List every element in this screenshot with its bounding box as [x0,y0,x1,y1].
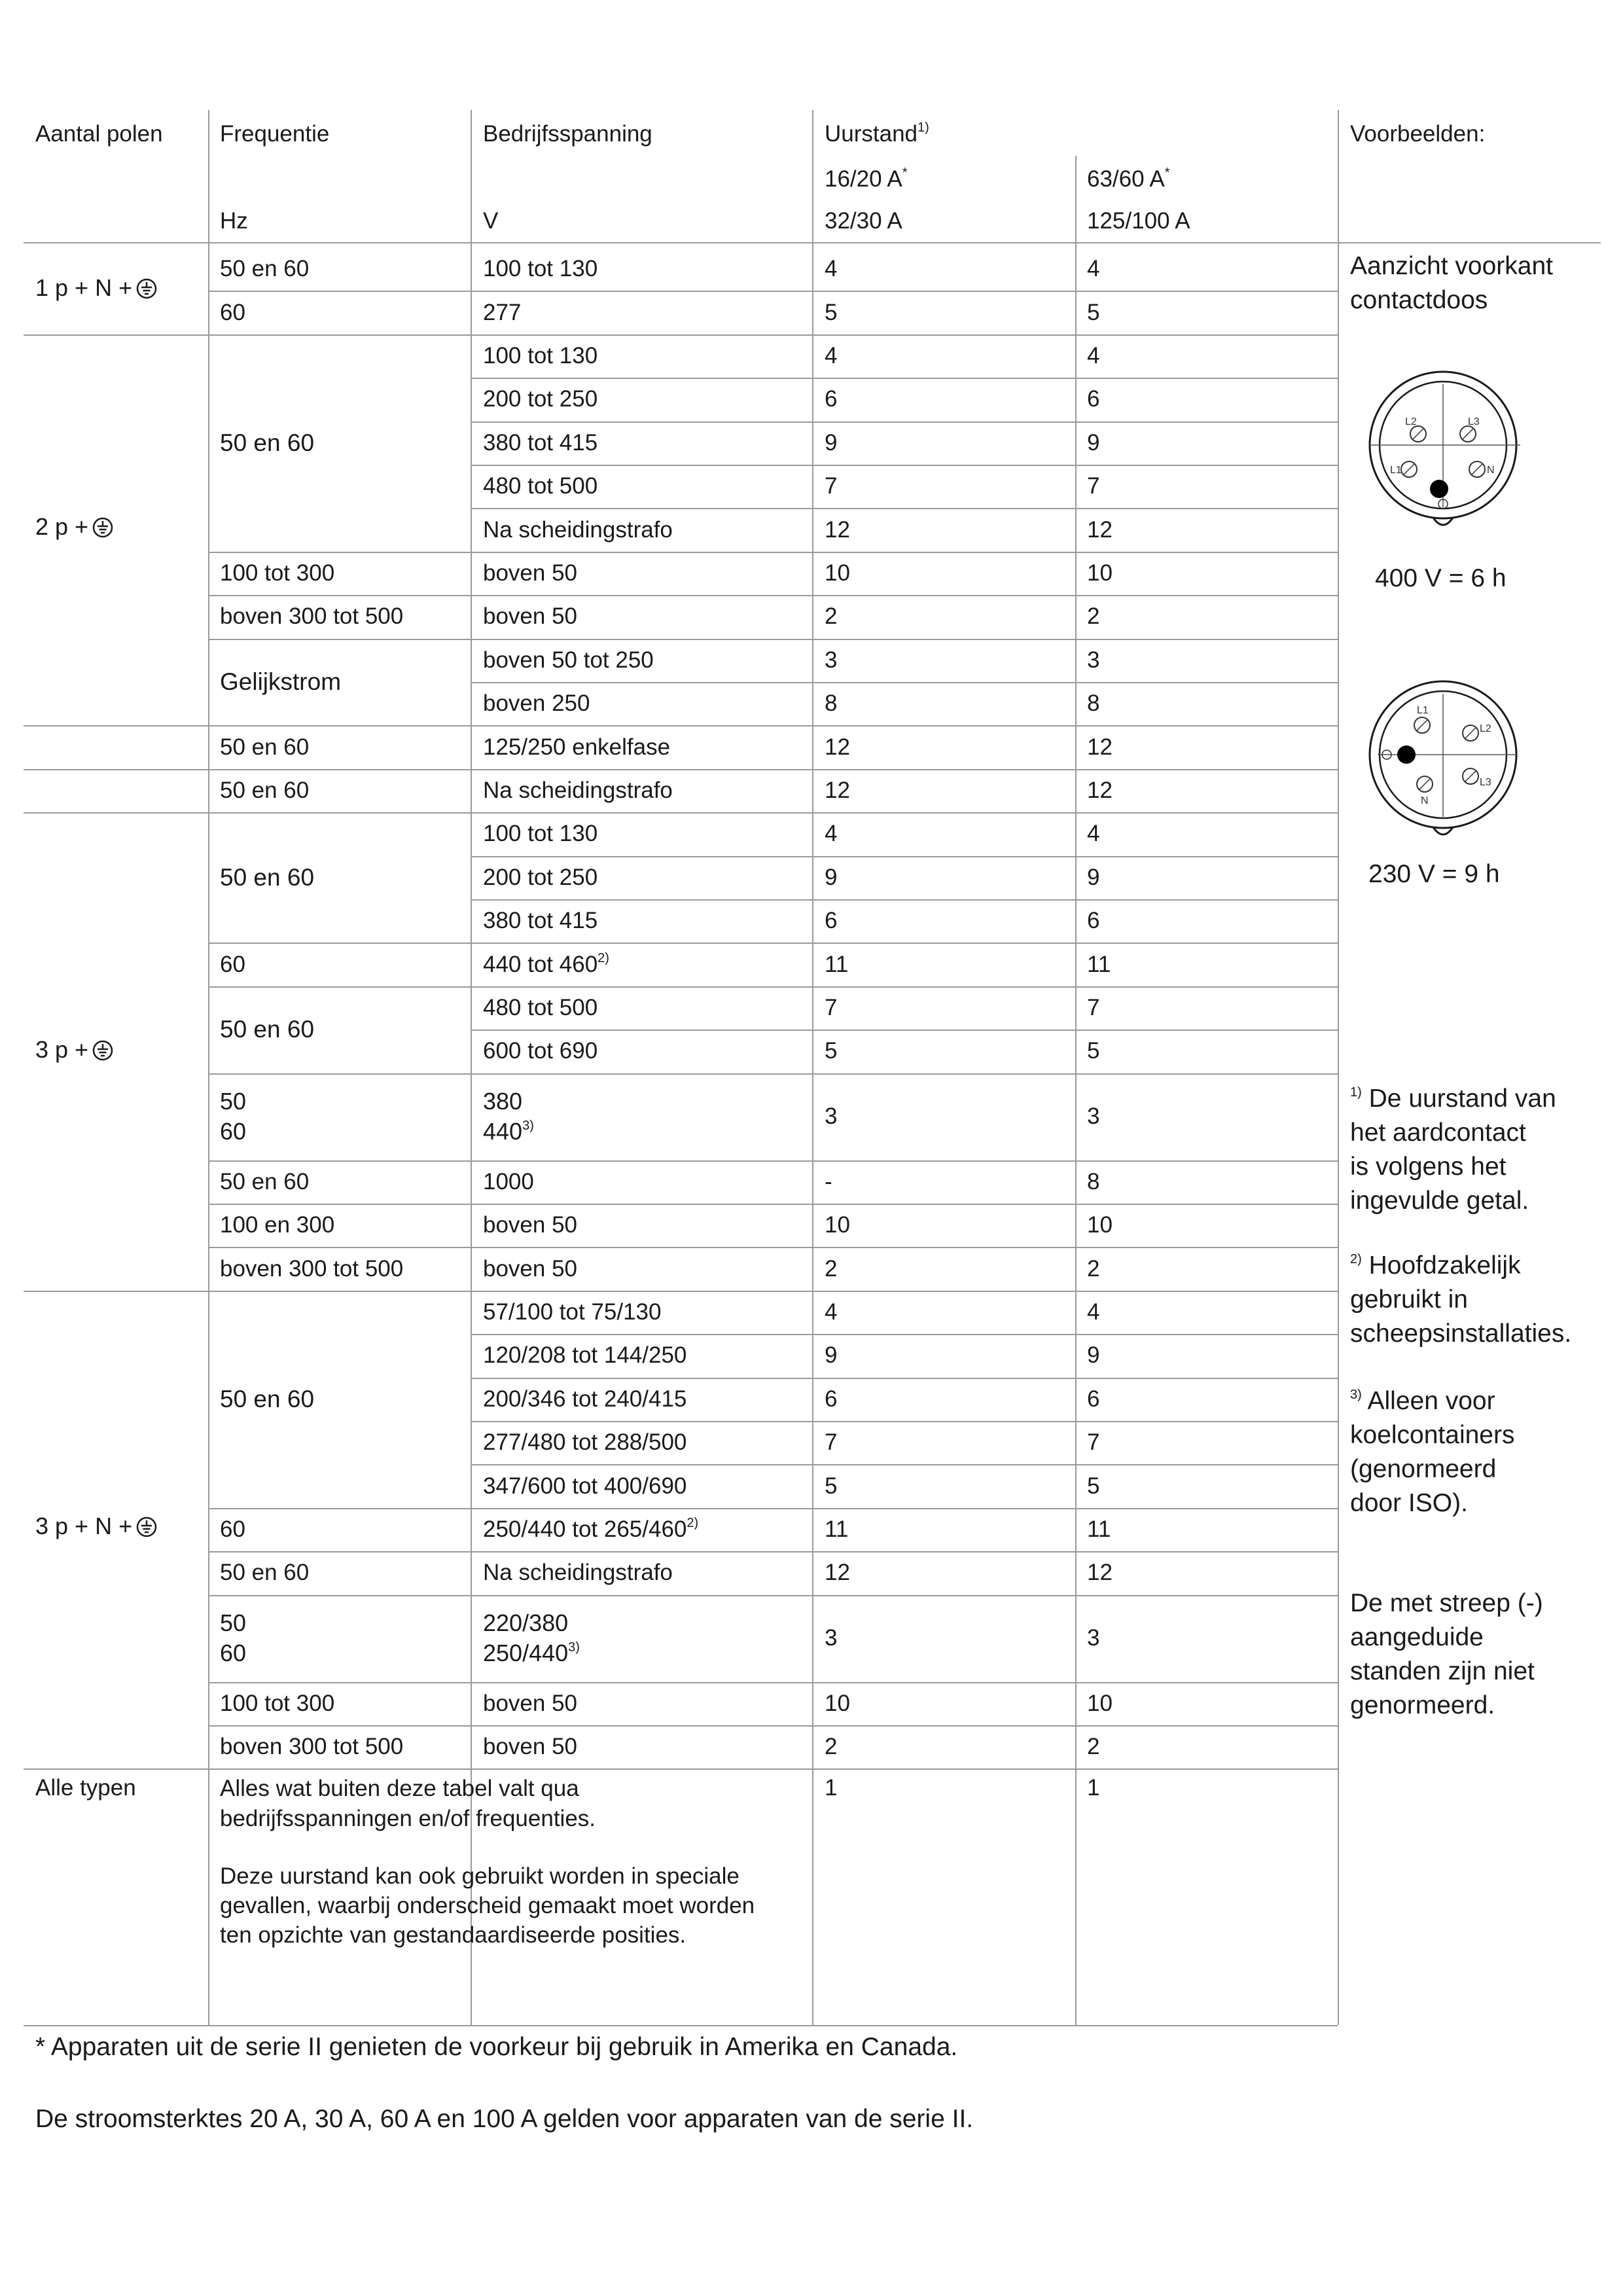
footer-line-2: De stroomsterktes 20 A, 30 A, 60 A en 100 A gelden voor apparaten van de serie II. [35,2105,974,2133]
uurstand-a-cell: 6 [825,1386,838,1412]
uurstand-a-cell: - [825,1168,832,1194]
freq-cell: 50 en 60 [220,1168,310,1194]
uurstand-a-cell: 6 [825,386,838,412]
volt-cell [483,1086,534,1147]
volt-text: 380 440 [483,1087,523,1145]
table-rule [471,465,1338,466]
table-rule [471,682,1338,683]
volt-cell: 1000 [483,1168,534,1194]
header-col-a-top-text: 16/20 A [825,166,902,192]
table-rule [208,1725,1338,1727]
note-3-sup: 3) [1350,1388,1362,1402]
uurstand-b-cell: 10 [1087,1690,1113,1716]
table-rule [1075,242,1077,2025]
uurstand-a-cell: 6 [825,908,838,934]
uurstand-b-cell: 5 [1087,299,1100,325]
socket-diagram-3pin [1351,679,1535,843]
uurstand-a-cell: 10 [825,560,850,586]
table-rule [1075,156,1077,242]
table-rule [812,110,813,2025]
uurstand-b-cell: 4 [1087,821,1100,847]
uurstand-a-cell: 8 [825,691,838,717]
freq-cell: boven 300 tot 500 [220,603,404,630]
table-rule [208,1247,1338,1248]
uurstand-b-cell: 3 [1087,1625,1100,1651]
uurstand-b-cell: 7 [1087,1429,1100,1456]
table-rule [471,508,1338,509]
volt-cell: boven 50 [483,1734,578,1760]
freq-cell-merged: 50 en 60 [220,429,315,456]
diagram1-caption: 400 V = 6 h [1375,564,1507,592]
uurstand-b-cell: 12 [1087,734,1113,760]
note-1-sup: 1) [1350,1085,1362,1100]
uurstand-a-cell: 9 [825,1342,838,1369]
table-rule [208,942,1338,944]
note-4: De met streep (-) aangeduide standen zijn niet genormeerd. [1350,1589,1543,1719]
table-rule [24,2025,1338,2026]
uurstand-b-cell: 3 [1087,1103,1100,1130]
uurstand-b-cell: 12 [1087,516,1113,543]
note-1-text: De uurstand van het aardcontact is volgens het ingevulde getal. [1350,1085,1556,1215]
alle-typen-text-1: Alles wat buiten deze tabel valt qua bedrijfsspanningen en/of frequenties. [220,1776,596,1831]
uurstand-b-cell: 6 [1087,386,1100,412]
earth-icon [136,1516,157,1537]
table-rule [24,812,1338,814]
pin-label-n: N [1487,465,1495,476]
uurstand-b-cell: 2 [1087,1734,1100,1760]
uurstand-b-cell: 9 [1087,429,1100,456]
group-label-3p [35,1035,113,1064]
volt-cell: 100 tot 130 [483,256,598,282]
header-col-a-top-sup: * [902,166,908,181]
freq-cell: 60 [220,299,245,325]
note-1 [1350,1082,1556,1218]
header-col-b-bottom: 125/100 A [1087,208,1190,234]
uurstand-b-cell: 10 [1087,1212,1113,1238]
volt-footnote-sup: 3) [522,1118,534,1133]
volt-footnote-sup: 3) [568,1640,580,1655]
table-rule [24,769,1338,770]
volt-cell: Na scheidingstrafo [483,778,673,803]
note-2-text: Hoofdzakelijk gebruikt in scheepsinstallaties. [1350,1251,1572,1348]
freq-cell: 50 en 60 [220,256,310,282]
header-uurstand-text: Uurstand [825,121,918,147]
table-rule [471,110,472,2025]
table-rule [208,639,1338,640]
table-rule [208,1595,1338,1596]
table-rule [471,856,1338,857]
header-unit-hz: Hz [220,208,248,234]
freq-cell: 60 [220,951,245,977]
freq-cell-merged: Gelijkstrom [220,668,342,695]
table-rule [208,552,1338,553]
freq-cell: boven 300 tot 500 [220,1255,404,1282]
socket-diagram-5pin [1351,370,1535,533]
volt-cell: boven 50 tot 250 [483,647,654,673]
uurstand-a-cell: 10 [825,1690,850,1716]
pin-label-l1: L1 [1417,705,1429,716]
uurstand-b-cell: 10 [1087,560,1113,586]
uurstand-b-cell: 4 [1087,256,1100,282]
uurstand-a-cell: 3 [825,1625,838,1651]
volt-cell: 380 tot 415 [483,908,598,934]
table-rule [1338,110,1339,2025]
group-label-3p-text: 3 p + [35,1036,89,1063]
volt-text: 220/380 250/440 [483,1609,569,1666]
uurstand-a-cell: 9 [825,864,838,890]
table-rule [471,1378,1338,1379]
freq-cell: 50 en 60 [220,734,310,760]
volt-cell: 200 tot 250 [483,864,598,890]
uurstand-b-cell: 9 [1087,864,1100,890]
group-label-alle-typen: Alle typen [35,1775,136,1801]
header-frequentie: Frequentie [220,121,330,147]
uurstand-a-cell: 11 [825,951,849,977]
volt-cell [483,1608,580,1668]
volt-text: 250/440 tot 265/460 [483,1516,687,1542]
uurstand-a-cell: 7 [825,1429,838,1456]
uurstand-a-cell: 5 [825,299,838,325]
uurstand-a-cell: 12 [825,734,850,760]
freq-cell-merged: 50 en 60 [220,1016,315,1043]
table-rule [208,1160,1338,1162]
pin-label-l2: L2 [1405,416,1417,427]
volt-cell: 380 tot 415 [483,429,598,456]
header-col-a-top [825,165,908,194]
note-2-sup: 2) [1350,1252,1362,1266]
freq-cell: 50 en 60 [220,1560,310,1586]
table-rule [24,1768,1338,1770]
table-rule [471,422,1338,423]
freq-cell: 100 tot 300 [220,1690,335,1716]
header-uurstand [825,120,929,149]
uurstand-b-cell: 12 [1087,778,1113,803]
header-voorbeelden: Voorbeelden: [1350,121,1486,147]
group-label-1p-n [35,274,157,302]
uurstand-b-cell: 4 [1087,1299,1100,1325]
table-rule [208,986,1338,988]
volt-cell: Na scheidingstrafo [483,1560,673,1586]
volt-cell: boven 250 [483,691,590,717]
table-rule [471,1030,1338,1031]
table-rule [208,1073,1338,1075]
note-3 [1350,1384,1514,1520]
volt-cell: 277 [483,299,522,325]
volt-cell [483,950,609,979]
uurstand-b-cell: 3 [1087,647,1100,673]
uurstand-b-cell: 5 [1087,1038,1100,1064]
freq-cell-merged: 50 en 60 [220,1385,315,1412]
volt-cell: 200/346 tot 240/415 [483,1386,687,1412]
uurstand-a-cell: 9 [825,429,838,456]
table-rule [208,110,209,2025]
group-label-3p-n [35,1512,157,1541]
uurstand-a-cell: 5 [825,1473,838,1499]
note-2 [1350,1249,1571,1351]
volt-cell: 57/100 tot 75/130 [483,1299,662,1325]
table-rule [471,1421,1338,1422]
alle-typen-text-2: Deze uurstand kan ook gebruikt worden in speciale gevallen, waarbij onderscheid gemaakt moet worden ten opzichte van gestandaardiseerde posities. [220,1863,755,1948]
volt-cell: 480 tot 500 [483,473,598,499]
table-rule [208,1551,1338,1552]
uurstand-a-cell: 2 [825,1255,838,1282]
volt-cell [483,1515,698,1544]
volt-cell: 480 tot 500 [483,995,598,1020]
uurstand-b-cell: 9 [1087,1342,1100,1369]
alle-typen-uurstand-a: 1 [825,1775,838,1801]
uurstand-b-cell: 7 [1087,473,1100,499]
volt-cell: Na scheidingstrafo [483,516,673,543]
uurstand-a-cell: 12 [825,516,850,543]
uurstand-a-cell: 7 [825,473,838,499]
earth-icon [92,1040,113,1061]
table-rule [208,595,1338,596]
uurstand-b-cell: 8 [1087,691,1100,717]
header-col-b-top-sup: * [1164,166,1170,181]
table-rule [208,1204,1338,1205]
uurstand-b-cell: 4 [1087,343,1100,368]
uurstand-a-cell: 4 [825,256,838,282]
freq-cell: boven 300 tot 500 [220,1734,404,1760]
uurstand-b-cell: 6 [1087,908,1100,934]
pin-label-l3: L3 [1468,416,1480,427]
volt-cell: 600 tot 690 [483,1038,598,1064]
uurstand-b-cell: 11 [1087,951,1111,977]
pin-label-l2: L2 [1480,723,1491,734]
table-rule [208,1508,1338,1509]
freq-cell: 50 60 [220,1609,247,1666]
uurstand-a-cell: 4 [825,343,838,368]
uurstand-a-cell: 7 [825,995,838,1020]
uurstand-a-cell: 12 [825,1560,850,1586]
group-label-3p-n-text: 3 p + N + [35,1513,133,1539]
uurstand-b-cell: 11 [1087,1516,1111,1542]
volt-cell: 100 tot 130 [483,343,598,368]
group-label-1p-n-text: 1 p + N + [35,274,133,301]
volt-cell: 200 tot 250 [483,386,598,412]
note-3-text: Alleen voor koelcontainers (genormeerd door ISO). [1350,1387,1515,1517]
volt-text: 440 tot 460 [483,951,598,977]
uurstand-b-cell: 8 [1087,1168,1100,1194]
table-rule [471,1334,1338,1335]
uurstand-b-cell: 2 [1087,1255,1100,1282]
freq-cell: 50 60 [220,1087,247,1145]
table-rule [208,1682,1338,1683]
uurstand-a-cell: 4 [825,1299,838,1325]
group-label-2p [35,512,113,541]
table-rule [471,378,1338,379]
volt-cell: boven 50 [483,603,578,630]
volt-footnote-sup: 2) [687,1516,699,1531]
uurstand-a-cell: 4 [825,821,838,847]
table-rule [471,1464,1338,1465]
volt-cell: 277/480 tot 288/500 [483,1429,687,1456]
uurstand-b-cell: 7 [1087,995,1100,1020]
header-aantal-polen: Aantal polen [35,121,163,147]
uurstand-a-cell: 12 [825,778,850,803]
freq-cell: 100 en 300 [220,1212,335,1238]
header-col-b-top-text: 63/60 A [1087,166,1165,192]
aanzicht-label: Aanzicht voorkant contactdoos [1350,252,1554,314]
volt-footnote-sup: 2) [597,950,609,965]
earth-icon [136,278,157,299]
alle-typen-uurstand-b: 1 [1087,1775,1100,1801]
freq-cell: 100 tot 300 [220,560,335,586]
header-col-a-bottom: 32/30 A [825,208,902,234]
uurstand-a-cell: 2 [825,603,838,630]
diagram2-caption: 230 V = 9 h [1368,860,1500,888]
uurstand-b-cell: 2 [1087,603,1100,630]
table-rule [24,1291,1338,1292]
uurstand-b-cell: 12 [1087,1560,1113,1586]
table-rule [24,334,1338,336]
uurstand-b-cell: 6 [1087,1386,1100,1412]
volt-cell: boven 50 [483,560,578,586]
table-rule [208,291,1338,292]
uurstand-b-cell: 5 [1087,1473,1100,1499]
uurstand-a-cell: 3 [825,647,838,673]
table-rule [24,725,1338,726]
freq-cell: 60 [220,1516,245,1542]
volt-cell: boven 50 [483,1690,578,1716]
uurstand-a-cell: 11 [825,1516,849,1542]
volt-cell: boven 50 [483,1212,578,1238]
volt-cell: boven 50 [483,1255,578,1282]
uurstand-a-cell: 5 [825,1038,838,1064]
earth-icon [92,517,113,538]
table-rule [471,899,1338,901]
pin-label-l1: L1 [1390,465,1402,476]
header-col-b-top [1087,165,1170,194]
uurstand-a-cell: 2 [825,1734,838,1760]
pin-label-n: N [1421,795,1429,806]
group-label-2p-text: 2 p + [35,513,89,540]
uurstand-a-cell: 10 [825,1212,850,1238]
volt-cell: 120/208 tot 144/250 [483,1342,687,1369]
pin-label-l3: L3 [1480,777,1491,788]
header-uurstand-sup: 1) [918,120,929,135]
header-unit-v: V [483,208,499,234]
uurstand-a-cell: 3 [825,1103,838,1130]
volt-cell: 100 tot 130 [483,821,598,847]
header-bedrijfsspanning: Bedrijfsspanning [483,121,652,147]
footer-line-1: * Apparaten uit de serie II genieten de voorkeur bij gebruik in Amerika en Canada. [35,2033,958,2061]
volt-cell: 347/600 tot 400/690 [483,1473,687,1499]
freq-cell: 50 en 60 [220,778,310,803]
volt-cell: 125/250 enkelfase [483,734,671,760]
freq-cell-merged: 50 en 60 [220,863,315,891]
